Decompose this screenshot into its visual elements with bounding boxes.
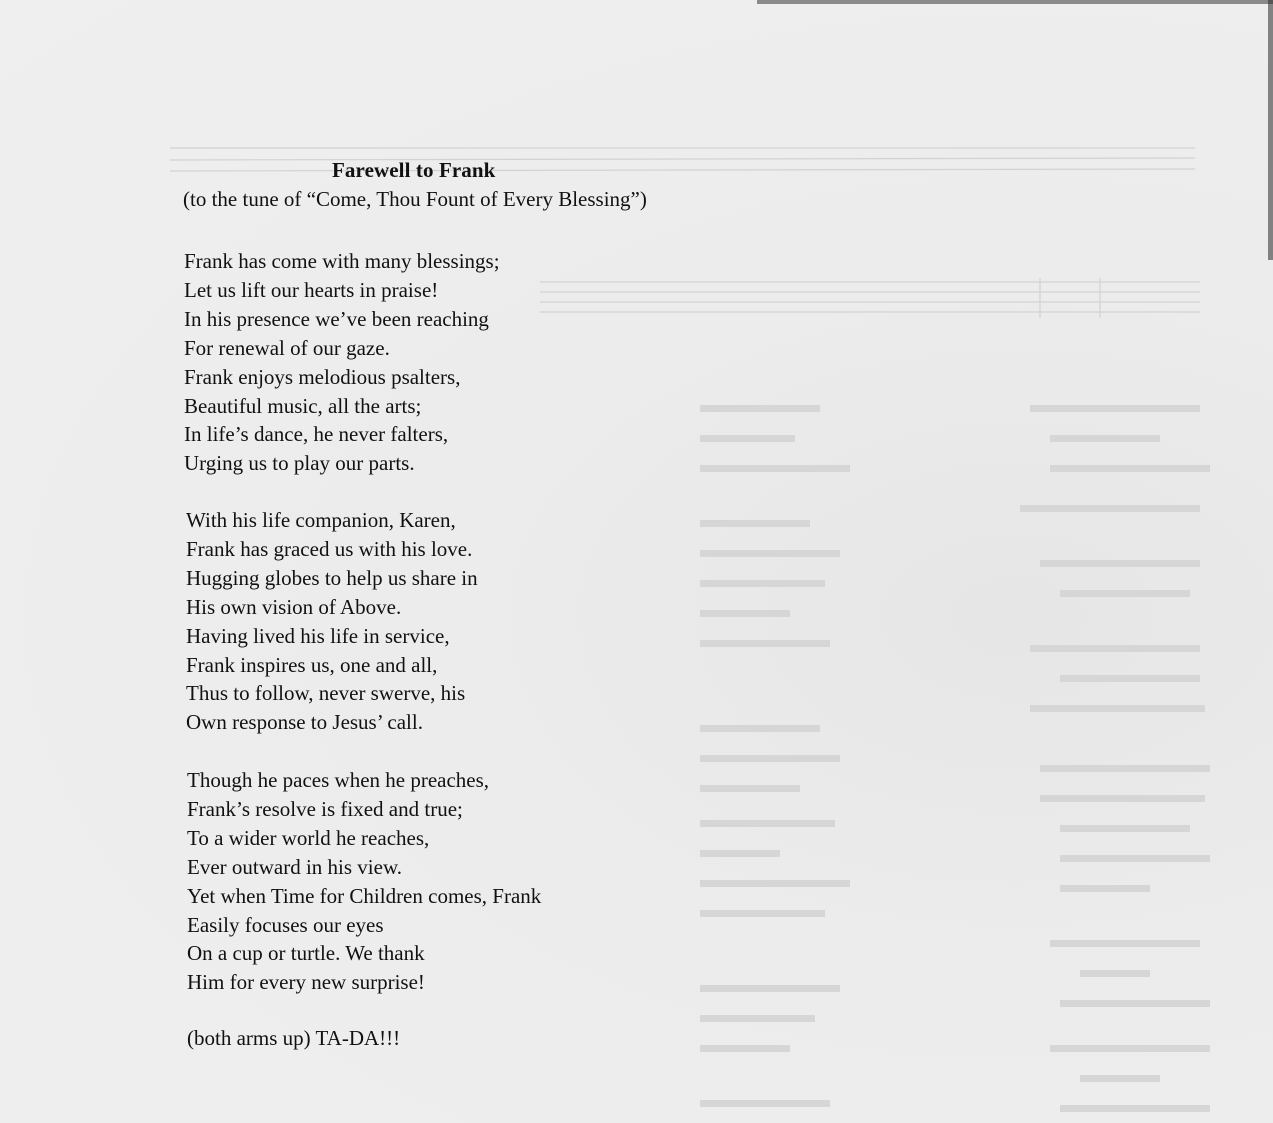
stanza-2: [186, 506, 478, 737]
verse-line: Thus to follow, never swerve, his: [186, 681, 466, 706]
stanza-3: [187, 766, 541, 997]
scan-edge-shadow: [757, 0, 1273, 4]
verse-line: For renewal of our gaze.: [184, 335, 390, 360]
verse-line: Frank inspires us, one and all,: [186, 652, 438, 677]
verse-line: To a wider world he reaches,: [187, 825, 430, 850]
verse-line: Easily focuses our eyes: [187, 912, 384, 937]
verse-line: With his life companion, Karen,: [186, 508, 456, 532]
verse-line: On a cup or turtle. We thank: [187, 941, 425, 966]
verse-line: Frank has graced us with his love.: [186, 536, 473, 561]
verse-line: Hugging globes to help us share in: [186, 565, 478, 590]
verse-line: Urging us to play our parts.: [184, 451, 415, 476]
closing-line: (both arms up) TA-DA!!!: [187, 1026, 401, 1050]
verse-line: Frank has come with many blessings;: [184, 249, 500, 273]
verse-line: Frank enjoys melodious psalters,: [184, 364, 461, 389]
verse-line: In his presence we’ve been reaching: [184, 306, 489, 331]
poem-subtitle: (to the tune of “Come, Thou Fount of Every Blessing”): [183, 187, 647, 211]
verse-line: Yet when Time for Children comes, Frank: [187, 883, 542, 908]
stanza-1: [184, 247, 500, 478]
verse-line: Frank’s resolve is fixed and true;: [187, 796, 463, 821]
verse-line: Him for every new surprise!: [187, 970, 425, 995]
verse-line: Ever outward in his view.: [187, 854, 403, 879]
verse-line: Let us lift our hearts in praise!: [184, 277, 439, 302]
verse-line: His own vision of Above.: [186, 594, 402, 619]
verse-line: Though he paces when he preaches,: [187, 768, 490, 792]
verse-line: In life’s dance, he never falters,: [184, 422, 449, 447]
verse-line: Having lived his life in service,: [186, 623, 450, 648]
poem-title: Farewell to Frank: [332, 158, 496, 182]
verse-line: Beautiful music, all the arts;: [184, 393, 422, 418]
scan-right-edge: [1268, 0, 1273, 260]
verse-line: Own response to Jesus’ call.: [186, 710, 423, 735]
